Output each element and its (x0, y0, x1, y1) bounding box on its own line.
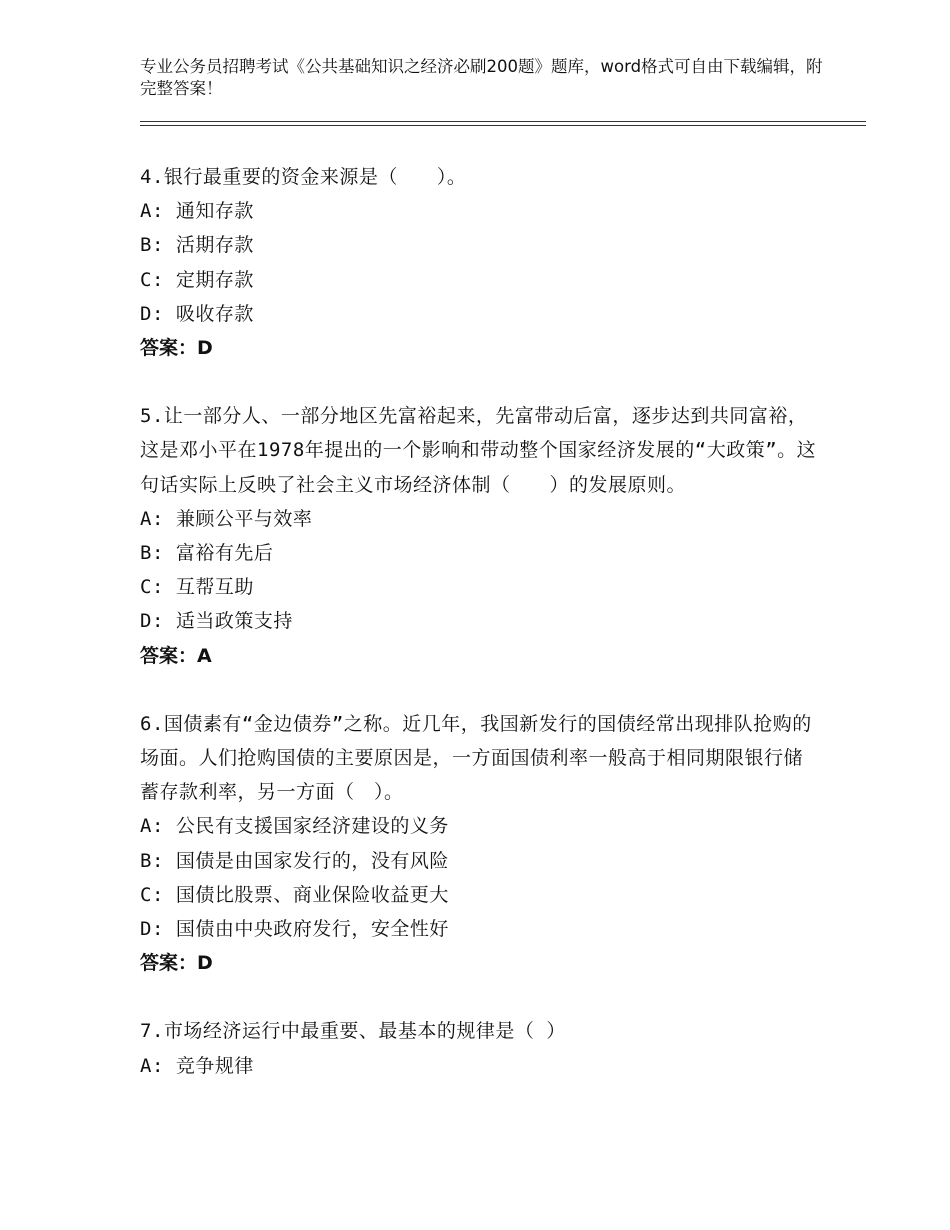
question-spacer (140, 365, 820, 399)
header-divider-top (140, 121, 866, 122)
question-6 (140, 707, 820, 981)
question-stem: 6.国债素有“金边债券”之称。近几年，我国新发行的国债经常出现排队抢购的场面。人们抢购国债的主要原因是，一方面国债利率一般高于相同期限银行储蓄存款利率，另一方面（ ）。 (140, 712, 812, 804)
option-a: A: 竞争规律 (140, 1054, 254, 1077)
option-a: A: 公民有支援国家经济建设的义务 (140, 815, 449, 838)
question-stem: 7.市场经济运行中最重要、最基本的规律是（ ） (140, 1020, 566, 1043)
question-list (140, 160, 820, 1083)
option-d: D: 适当政策支持 (140, 610, 293, 633)
answer-line: 答案：D (140, 952, 213, 975)
question-spacer (140, 980, 820, 1014)
question-stem: 5.让一部分人、一部分地区先富裕起来，先富带动后富，逐步达到共同富裕，这是邓小平在1978年提出的一个影响和带动整个国家经济发展的“大政策”。这句话实际上反映了社会主义市场经济体制（ ）的发展原则。 (140, 405, 817, 496)
header-divider-bottom (140, 125, 866, 126)
option-b: B: 活期存款 (140, 234, 254, 257)
option-c: C: 互帮互助 (140, 576, 254, 599)
option-a: A: 通知存款 (140, 200, 254, 223)
option-d: D: 国债由中央政府发行，安全性好 (140, 918, 449, 941)
question-4 (140, 160, 820, 365)
question-5 (140, 399, 820, 673)
option-c: C: 国债比股票、商业保险收益更大 (140, 883, 449, 906)
answer-line: 答案：A (140, 644, 212, 667)
question-spacer (140, 673, 820, 707)
option-b: B: 富裕有先后 (140, 542, 274, 565)
document-header: 专业公务员招聘考试《公共基础知识之经济必刷200题》题库，word格式可自由下载编辑，附完整答案！ (140, 57, 823, 98)
question-stem: 4.银行最重要的资金来源是（ ）。 (140, 166, 467, 188)
option-d: D: 吸收存款 (140, 302, 254, 325)
option-b: B: 国债是由国家发行的，没有风险 (140, 849, 449, 872)
option-c: C: 定期存款 (140, 268, 254, 291)
option-a: A: 兼顾公平与效率 (140, 507, 313, 530)
question-7 (140, 1014, 820, 1082)
answer-line: 答案：D (140, 337, 213, 360)
